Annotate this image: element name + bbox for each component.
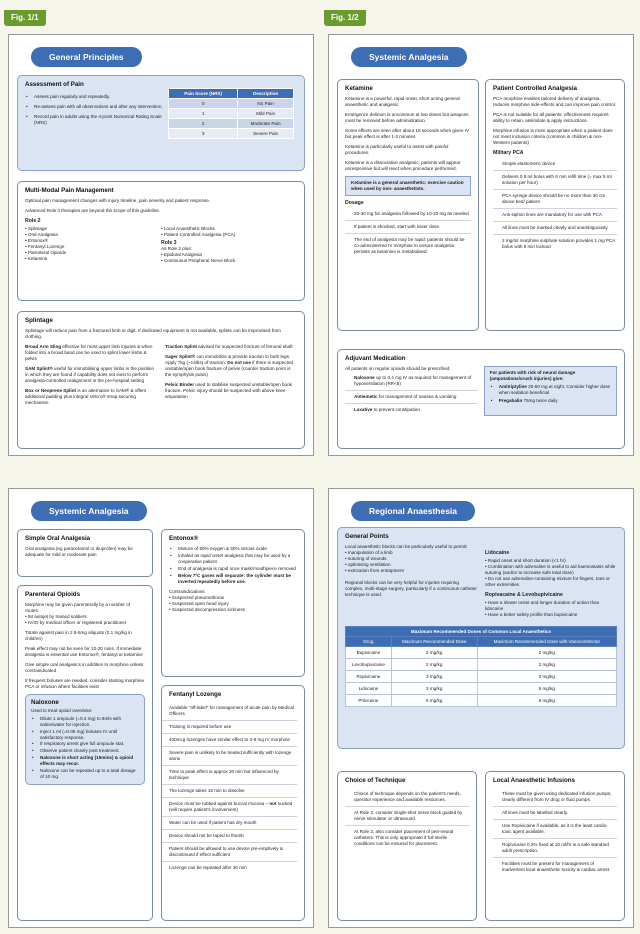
paragraph: Pelvic Binder used to stabilise suspected unstable/open book fracture. Pelvic injury should be suspected with above knee amputation	[165, 381, 292, 399]
ketamine-warning: Ketamine is a general anaesthetic: exercise caution when used by non- anaesthetists.	[345, 176, 471, 196]
entonox-list: • Mixture of 50% oxygen & 50% nitrous oxide. • Inhaled as rapid onset analgesic that may be used by a cooperative patient • End of analgesia is rapid once mask/mouthpiece removed • Below 7ºC gases will separate: the cylinder must be inverted repeatedly before use.	[169, 546, 297, 585]
ketamine-box	[337, 79, 479, 331]
figure-label: Fig. 1/2	[324, 10, 366, 26]
box-title: Local Anaesthetic Infusions	[493, 777, 575, 784]
parenteral-opioids-box	[17, 585, 153, 921]
neural-list: • Amitriptyline 25-50 mg at night. Consider higher dose when sedation beneficial • Pregabalin 75mg twice daily	[490, 384, 611, 404]
paragraph: Ketamine is a powerful, rapid onset, short acting general anaesthetic and analgesic.	[345, 96, 460, 107]
box-title: Patient Controlled Analgesia	[493, 85, 578, 92]
subheading: Contraindications	[169, 588, 205, 594]
assess-list	[25, 94, 165, 126]
dosage-list: 20-30 mg for analgesia followed by 10-20 mg as needed If patient is shocked, start with lower dose The end of analgesia may be rapid: patients should be co-administered IV morphine to ensure analgesia persists as ketamine is metabolised.	[345, 208, 471, 258]
box-title: Simple Oral Analgesia	[25, 535, 91, 542]
systemic-analgesia-panel-2	[328, 34, 634, 456]
la-infusions-box	[485, 771, 625, 921]
role2b-list: • Local Anaesthetic Blocks • Patient Controlled Analgesia (PCA)	[161, 226, 297, 238]
table-row: 3 Severe Pain	[169, 129, 294, 139]
right-column	[324, 0, 634, 934]
table-header: Maximum Recommended Dose with Vasoconstrictor	[477, 636, 616, 646]
naloxone-list: • Dilute 1 ampoule (=0.4 mg) to 8mls with saline/water for injection. • Inject 1 ml (=0.05 mg) boluses IV until satisfactory response. • If respiratory arrest give full ampoule stat. • Observe patient closely post treatment. • Naloxone is short acting (15mins) & opioid effects may recur. • Naloxone can be repeated up to a total dosage of 10 mg.	[31, 716, 139, 781]
oral-analgesia-box	[17, 529, 153, 577]
table-header: Maximum Recommended Dose	[391, 636, 477, 646]
box-title: Fentanyl Lozenge	[169, 691, 222, 698]
paragraph: Morphine infusion is more appropriate when a patient does not meet inclusion criteria (common in children & non-Western patients)	[493, 127, 613, 145]
box-title: Splintage	[25, 317, 53, 324]
paragraph: Ketamine is a dissociative analgesic: patients will appear unresponsive but will react when procedure performed.	[345, 159, 461, 171]
paragraph: Titrate against pain in 2.5-5mg aliquots (0.1 mg/kg in children)	[25, 629, 132, 641]
list-item: • Record pain in adults using the 4-point Numerical Rating Scale (NRS)	[25, 114, 165, 126]
paragraph: Give simple oral analgesics in addition to morphine unless contraindicated	[25, 661, 144, 673]
table-row: 0 No Pain	[169, 99, 294, 109]
choice-technique-box	[337, 771, 477, 921]
role2-list: • Splintage • Oral Analgesia • Entonox® • Fentanyl Lozenge • Parenteral Opioids • Ketamine	[25, 226, 161, 262]
section-title: Regional Anaesthesia	[351, 501, 475, 521]
paragraph: Oral analgesia (eg paracetamol or ibuprofen) may be adequate for mild or moderate pain	[25, 546, 133, 557]
doses-table	[345, 626, 617, 707]
subheading: Ropivacaine & Levobupivicaine	[485, 591, 563, 598]
fentanyl-list: Available "off-label" for management of acute pain by Medical Officers Training is required before use 400mcg lozenges have similar effect to 4-8 mg IV morphine Severe pain is unlikely to be treated sufficiently with lozenge alone Time to peak effect is approx 20 min but influenced by technique The lozenge takes 15 min to dissolve Device must be rubbed against buccal mucosa – not sucked (will require patient's involvement) Water can be used if patient has dry mouth Device should not be taped to thumb Patient should be allowed to use device pre-emptively & discontinued if effect sufficient Lozenge can be repeated after 30 min	[161, 702, 297, 874]
box-title: Ketamine	[345, 85, 373, 92]
paragraph: SAM Splint® useful for immobilising upper limbs in the position in which they are found if capability does not exist to perform analgesia-controlled realignment in the pre-hospital setting	[25, 365, 155, 383]
subheading: Military PCA	[493, 149, 524, 156]
table-header: Pain Score (NRS)	[169, 89, 238, 99]
paragraph: Some effects are seen after about 15 seconds when given IV but peak effect is after 1-2 minutes.	[345, 127, 470, 139]
paragraph: PCA morphine enables tailored delivery of analgesia, reduces morphine side-effects and can improve pain control.	[493, 96, 616, 107]
table-row: 1 Mild Pain	[169, 109, 294, 119]
naloxone-box	[25, 694, 145, 786]
table-row: Ropivicaine 3 mg/kg 3 mg/kg	[346, 670, 617, 682]
entonox-box	[161, 529, 305, 677]
paragraph: Box or Neoprene Splint is an alternative to SAM® & offers additional padding plus integral Velcro® strap securing mechanism	[25, 387, 147, 405]
box-title: Parenteral Opioids	[25, 591, 81, 598]
paragraph: All patients on regular opioids should be prescribed:	[345, 366, 451, 371]
assessment-box	[17, 75, 305, 171]
box-title: Entonox®	[169, 535, 199, 542]
paragraph: Optimal pain management changes with injury timeline, pain severity and patient response.	[25, 198, 211, 203]
paragraph: Ketamine is particularly useful to assist with painful procedures.	[345, 143, 449, 155]
box-title: Multi-Modal Pain Management	[25, 187, 114, 194]
subheading: Lidocaine	[485, 550, 510, 556]
regional-anaesthesia-panel	[328, 488, 634, 928]
general-principles-panel	[8, 34, 314, 456]
box-title: Adjuvant Medication	[345, 355, 406, 362]
section-title: General Principles	[31, 47, 142, 67]
paragraph: As Role 2 plus:	[161, 245, 192, 251]
systemic-analgesia-panel	[8, 488, 314, 928]
splintage-box	[17, 311, 305, 449]
left-column	[4, 0, 314, 934]
paragraph: Emergence delirium is uncommon at low doses but weapons must be removed before administration.	[345, 111, 469, 123]
paragraph: Traction Splint advised for suspected fracture of femoral shaft	[165, 343, 293, 349]
choice-list: Choice of technique depends on the patient's needs, operator experience and available resources. At Role 2, consider single-shot nerve block guided by nerve stimulator or ultrasound. At Role 3, also consider placement of peri-neural catheters. This is only appropriate if full sterile conditions can be ensured for placement.	[345, 788, 469, 850]
section-title: Systemic Analgesia	[31, 501, 147, 521]
section-title: Systemic Analgesia	[351, 47, 467, 67]
permit-list: • manipulation of a limb • suturing of wounds • optimising ventilation • extrication from entrapment	[345, 550, 477, 574]
table-row: Prilocaine 6 mg/kg 8 mg/kg	[346, 694, 617, 706]
list-item: • Assess pain regularly and repeatedly.	[25, 94, 165, 100]
paragraph: Regional blocks can be very helpful for injuries requiring complex, multi-stage surgery, particularly if a continuous catheter technique is used.	[345, 579, 477, 597]
neural-damage-box: For patients with risk of neural damage (amputations/crush injuries) give: • Amitriptyline 25-50 mg at night. Consider higher dose when sedation beneficial • Pregabalin 75mg twice daily	[484, 366, 617, 416]
ropivacaine-list: • Have a slower onset and longer duration of action than lidocaine • Have a better safety profile than bupivicaine	[485, 600, 617, 618]
box-title: Choice of Technique	[345, 777, 406, 784]
paragraph: Broad Arm Sling effective for most upper limb injuries & when folded into a broad band can be used to splint lower limbs & pelvis	[25, 343, 153, 361]
role-heading: Role 2	[25, 217, 41, 224]
box-title: Assessment of Pain	[25, 81, 84, 88]
adjuvant-box	[337, 349, 625, 449]
table-row: Lidocaine 3 mg/kg 6 mg/kg	[346, 682, 617, 694]
subheading: Dosage	[345, 199, 364, 206]
routes-list: • IM autojet by trained soldiers • IV/IO by medical officer or registered practitioner	[25, 614, 145, 626]
multimodal-box	[17, 181, 305, 301]
table-row: Bupivicaine 2 mg/kg 2 mg/kg	[346, 646, 617, 658]
lidocaine-list: • Rapid onset and short duration (<1 hr) • Combination with adrenaline is useful to aid haemostasis while suturing (and/or to increase safe total dose) • Do not use adrenaline-containing mixture for fingers, toes or other extremities	[485, 558, 617, 588]
role3-list: • Epidural Analgesia • Continuous Peripheral Nerve Block	[161, 252, 297, 264]
table-header: Description	[238, 89, 294, 99]
figure-label: Fig. 1/1	[4, 10, 46, 26]
paragraph: Splintage will reduce pain from a fractured limb or digit. If dedicated equipment is not available, splints can be improvised from clothing.	[25, 328, 281, 339]
paragraph: Morphine may be given parenterally by a number of routes:	[25, 602, 130, 613]
paragraph: Used to treat opioid overdose:	[31, 707, 93, 713]
pain-score-table	[168, 88, 294, 139]
adjuvant-list: Naloxone up to 0.4 mg IV as required for management of hypoventilation (RR<8) Antiemetic for management of nausea & vomiting Laxative to prevent constipation	[345, 372, 478, 416]
fentanyl-box	[161, 685, 305, 921]
list-item: • Re-assess pain with all observations and after any intervention.	[25, 104, 165, 110]
paragraph: Advanced Role 4 therapies are beyond the scope of this guideline.	[25, 207, 161, 213]
military-pca-list: Simple elastomeric device Delivers 0.5 ml bolus with 6 min refill time (= max 5 ml solution per hour) PCA syringe device should be no more than 30 cm above bed/ patient Anti-siphon lines are mandatory for use with PCA All lines must be marked clearly and unambiguously 2 mg/ml morphine sulphate solution provides 1 mg PCA bolus with 6 min lockout	[493, 158, 617, 253]
box-title: Naloxone	[31, 698, 59, 706]
role-heading: Role 3	[161, 239, 177, 246]
paragraph: Peak effect may not be seen for 10-20 mins. If immediate analgesia is essential use Entonox®, fentanyl or ketamine	[25, 645, 143, 657]
table-row: Levobupivicaine 2 mg/kg 2 mg/kg	[346, 658, 617, 670]
box-title: General Points	[345, 533, 389, 540]
general-points-box	[337, 527, 625, 749]
paragraph: Sager Splint® can immobilize & provide traction to both legs. Apply 7kg (~14lbs) of traction. Do not use if there is suspected unstable/open book fracture of pelvis (counter traction point is the symphysis pubis)	[165, 353, 294, 377]
pca-box	[485, 79, 625, 331]
table-row: 2 Moderate Pain	[169, 119, 294, 129]
infusions-list: These must be given using dedicated infusion pumps, clearly different from IV drug or fluid pumps. All lines must be labelled clearly. Use Ropivicaine if available, as it is the least cardio-toxic agent available. Ropivicaine 0.2% fixed at 10 ml/hr is a safe standard adult prescription. Facilities must be present for management of inadvertent local anaesthetic toxicity & cardiac arrest.	[493, 788, 617, 876]
table-title: Maximum Recommended Doses of Common Local Anaesthetics	[346, 626, 617, 636]
paragraph: PCA is not suitable for all patients: effectiveness requires ability to retain, assimilate & apply instructions.	[493, 111, 609, 123]
paragraph: Local anaesthetic blocks can be particularly useful to permit:	[345, 544, 468, 549]
contraindications-list: • Suspected pneumothorax • Suspected open head injury • Suspected decompression sickness	[169, 595, 297, 613]
paragraph: If frequent boluses are needed, consider starting morphine PCA or infusion where facilities exist	[25, 677, 145, 689]
table-header: Drug	[346, 636, 392, 646]
